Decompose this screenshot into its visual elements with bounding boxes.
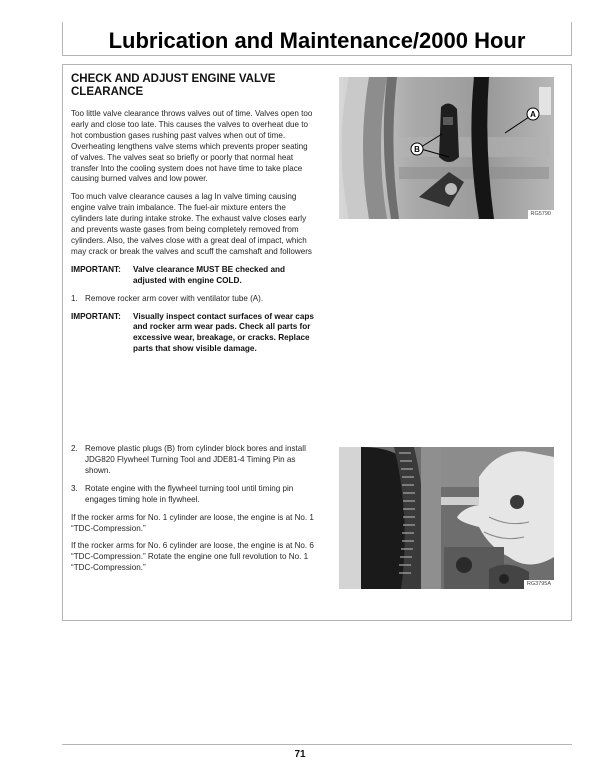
- page-header: [62, 22, 572, 56]
- paragraph-cylinder-6: If the rocker arms for No. 6 cylinder are loose, the engine is at No. 6 “TDC-Compression.” Rotate the engine one full revolution to No. 1 “TDC-Compression.”: [71, 541, 314, 573]
- figure-label: RG5790: [528, 210, 555, 219]
- page-number: 71: [294, 749, 306, 760]
- footer-divider: [62, 744, 572, 745]
- step-3: [71, 484, 315, 506]
- step-1: [71, 294, 315, 305]
- paragraph-too-much-clearance: Too much valve clearance causes a lag In valve timing causing engine valve train imbalance. The fuel-air mixture enters the cylinders late during intake stroke. The exhaust valve closes early and prevents waste gases from being completely removed from cylinders. Also, the valves close with a great deal of impact, which may crack or break the valves and scuff the camshaft and followers: [71, 192, 312, 256]
- instructions-column: [71, 73, 315, 581]
- important-text: Valve clearance MUST BE checked and adjusted with engine COLD.: [133, 264, 285, 285]
- important-note-inspect: [71, 312, 315, 356]
- content-panel: [62, 64, 572, 621]
- step-number: 3.: [71, 483, 78, 493]
- step-text: Remove rocker arm cover with ventilator tube (A).: [85, 293, 264, 303]
- figure-label: RG3795A: [524, 580, 554, 589]
- step-2: [71, 444, 315, 477]
- important-note-cold: [71, 265, 315, 287]
- page-title: Lubrication and Maintenance/2000 Hour: [108, 28, 526, 53]
- step-text: Remove plastic plugs (B) from cylinder block bores and install JDG820 Flywheel Turning Tool and JDE81-4 Timing Pin as shown.: [85, 444, 306, 475]
- section-title: CHECK AND ADJUST ENGINE VALVE CLEARANCE: [71, 73, 276, 98]
- flywheel-photo-illustration: [339, 447, 554, 589]
- spacer: [71, 362, 315, 444]
- step-text: Rotate engine with the flywheel turning tool until timing pin engages timing hole in flywheel.: [85, 483, 294, 504]
- engine-photo-illustration: [339, 77, 554, 219]
- important-label: IMPORTANT:: [71, 311, 121, 321]
- figure-rocker-arm-cover: [339, 77, 554, 219]
- callout-b: B: [414, 145, 420, 154]
- paragraph-too-little-clearance: Too little valve clearance throws valves out of time. Valves open too early and close too late. This causes the valves to overheat due to hot combustion gases rushing past valves when out of time. Overheating lengthens valve stems which prevents proper seating of valves. The valves seat so briefly or poorly that normal heat transfer Into the cooling system does not have time to take place causing burned valves and low power.: [71, 109, 313, 184]
- step-number: 2.: [71, 444, 78, 454]
- paragraph-cylinder-1: If the rocker arms for No. 1 cylinder are loose, the engine is at No. 1 “TDC-Compression.”: [71, 512, 314, 533]
- step-number: 1.: [71, 293, 78, 303]
- figure-flywheel-tool: [339, 447, 554, 589]
- important-text: Visually inspect contact surfaces of wear caps and rocker arm wear pads. Check all parts for excessive wear, breakage, or cracks. Replace parts that show visible damage.: [133, 311, 314, 354]
- important-label: IMPORTANT:: [71, 264, 121, 274]
- callout-a: A: [530, 110, 536, 119]
